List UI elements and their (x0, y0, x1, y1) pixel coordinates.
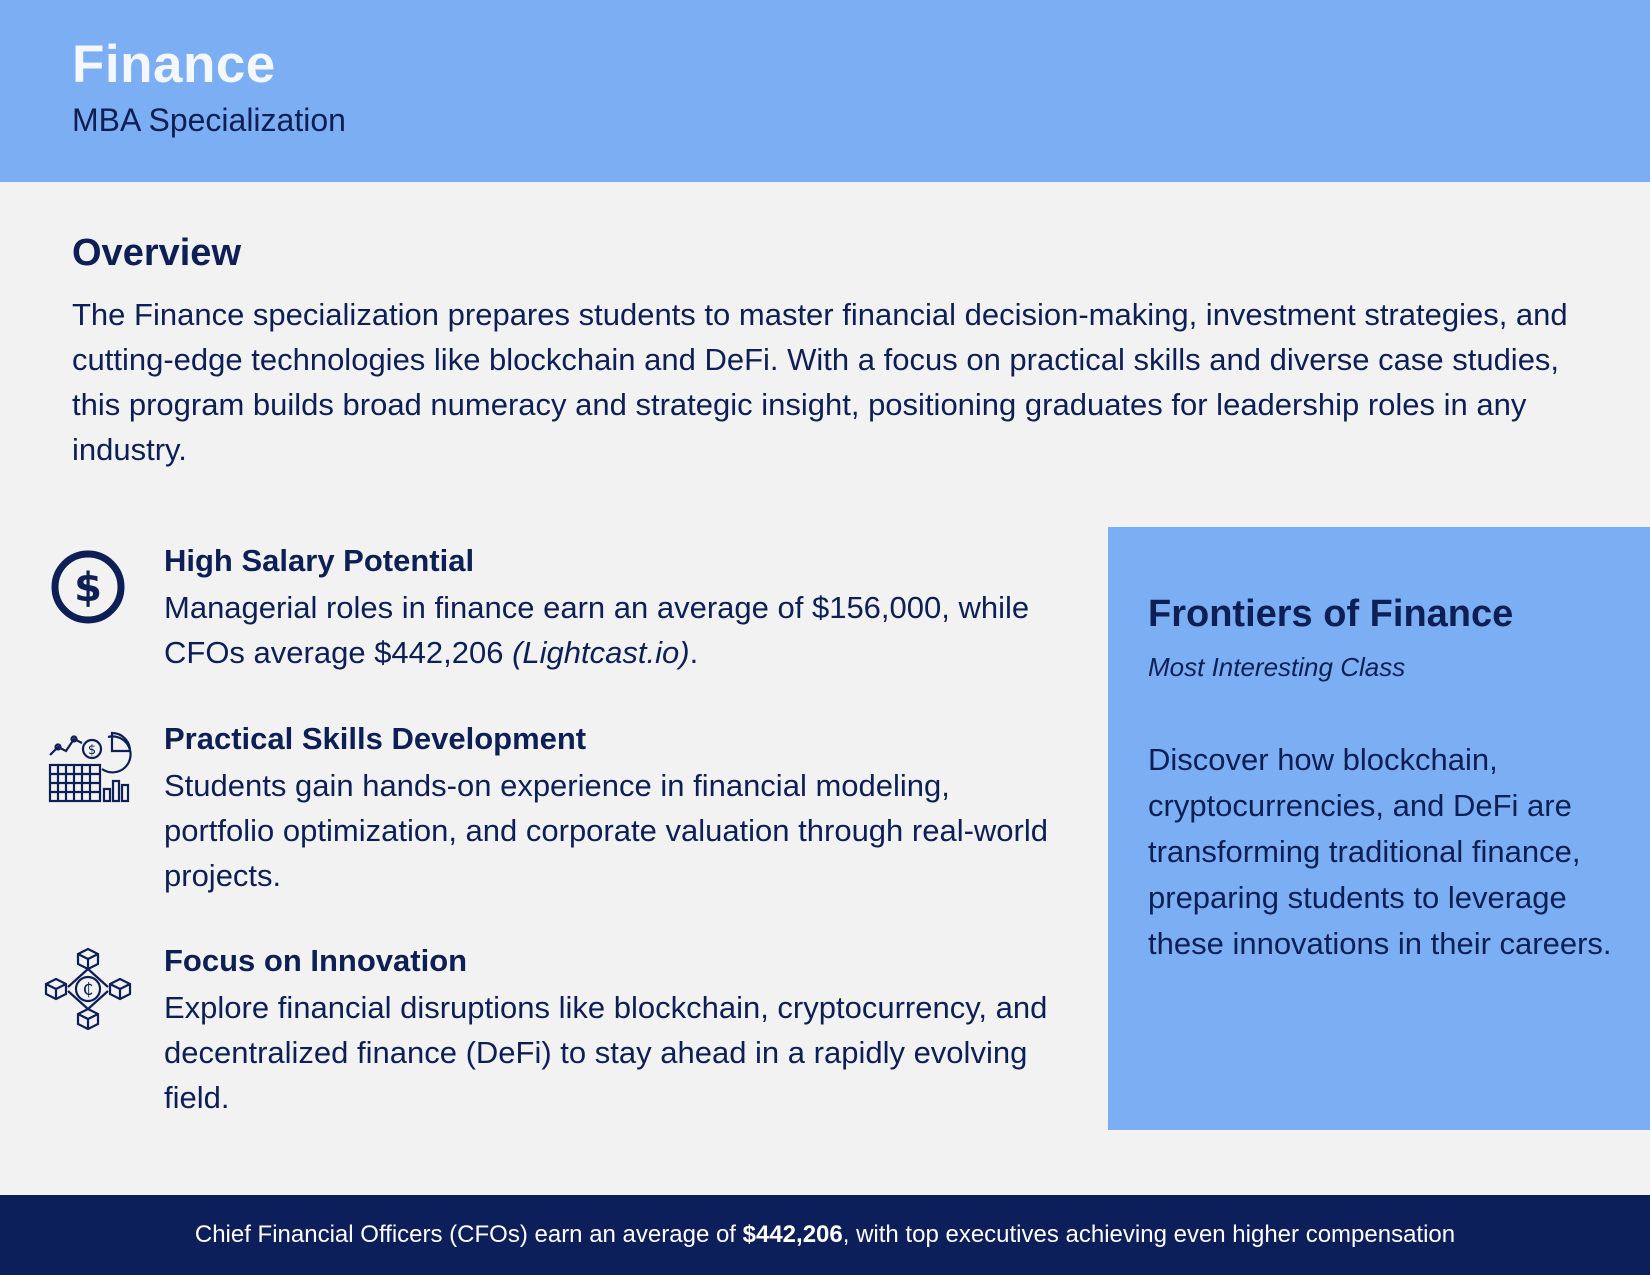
dollar-circle-icon (42, 541, 134, 633)
feature-text: Managerial roles in finance earn an average of $156,000, while CFOs average $442,206 (Lightcast.io). (164, 590, 1030, 670)
source-citation: (Lightcast.io) (512, 635, 690, 670)
svg-text:$: $ (87, 743, 97, 758)
featured-class-title: Frontiers of Finance (1148, 593, 1514, 635)
feature-text: Explore financial disruptions like blockchain, cryptocurrency, and decentralized finance (DeFi) to stay ahead in a rapidly evolving field. (164, 990, 1048, 1115)
feature-title: Practical Skills Development (164, 721, 587, 756)
feature-title: Focus on Innovation (164, 943, 468, 978)
page-subtitle: MBA Specialization (72, 102, 346, 138)
svg-text:₵: ₵ (82, 980, 94, 1000)
featured-class-box (1108, 527, 1650, 1130)
feature-text: Students gain hands-on experience in financial modeling, portfolio optimization, and corporate valuation through real-world projects. (164, 768, 1048, 893)
featured-class-subtitle: Most Interesting Class (1148, 652, 1406, 682)
svg-text:$: $ (74, 565, 102, 611)
overview-heading: Overview (72, 232, 241, 274)
blockchain-network-icon (42, 943, 134, 1035)
feature-title: High Salary Potential (164, 543, 475, 578)
overview-text: The Finance specialization prepares students to master financial decision-making, investment strategies, and cutting-edge technologies like blockchain and DeFi. With a focus on practical skills and diverse case studies, this program builds broad numeracy and strategic insight, positioning graduates for leadership roles in any industry. (72, 297, 1568, 467)
footer-banner (0, 1195, 1650, 1275)
header-banner (0, 0, 1650, 182)
financial-analytics-icon (42, 719, 134, 811)
footer-text: Chief Financial Officers (CFOs) earn an average of $442,206, with top executives achieving even higher compensation (194, 1221, 1456, 1248)
footer-highlight: $442,206 (742, 1221, 843, 1248)
page-title: Finance (72, 35, 276, 94)
featured-class-description: Discover how blockchain, cryptocurrencies, and DeFi are transforming traditional finance, preparing students to leverage these innovations in their careers. (1148, 742, 1612, 961)
